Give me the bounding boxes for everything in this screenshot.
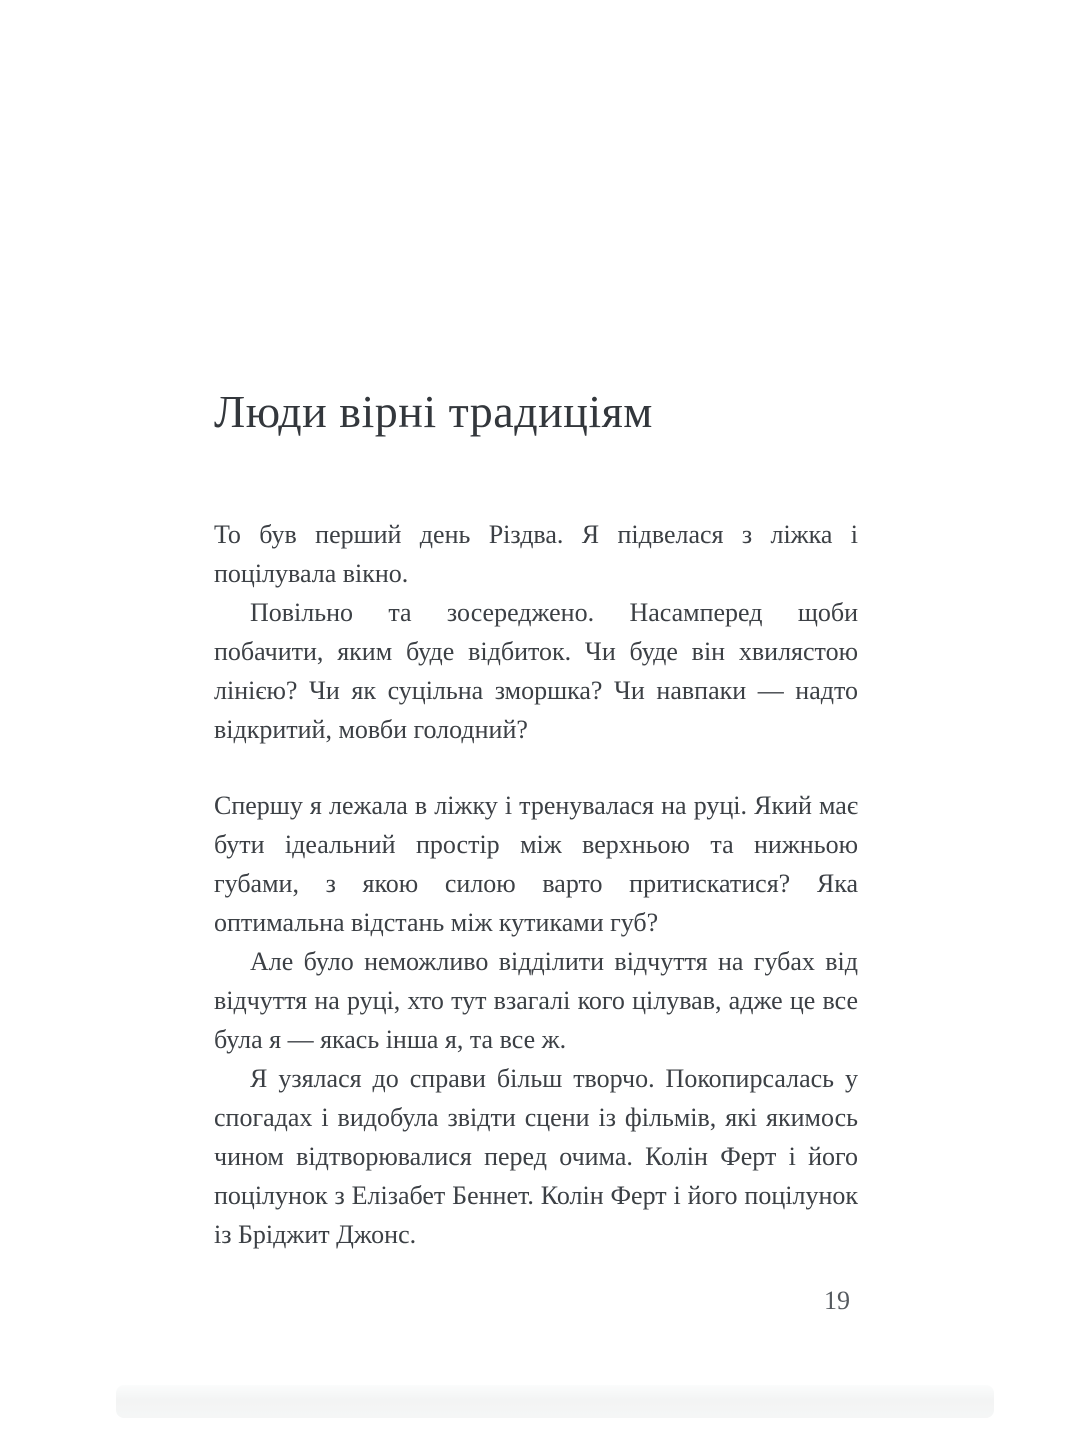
section [214,515,858,749]
paragraph: Повільно та зосереджено. Насамперед щоби побачити, яким буде відбиток. Чи буде він хвилястою лінією? Чи як суцільна зморшка? Чи навпаки — надто відкритий, мовби голодний? [214,597,858,744]
paragraph: То був перший день Різдва. Я підвелася з ліжка і поцілувала вікно. [214,519,858,588]
page-number: 19 [824,1286,850,1315]
chapter-title: Люди вірні традиціям [214,386,653,437]
text-column [214,386,858,1254]
next-page-edge [116,1385,994,1418]
section [214,786,858,1254]
paragraph: Але було неможливо відділити відчуття на губах від відчуття на руці, хто тут взагалі кого цілував, адже це все була я — якась інша я, та все ж. [214,946,858,1054]
paragraph: Спершу я лежала в ліжку і тренувалася на руці. Який має бути ідеальний простір між верхньою та нижньою губами, з якою силою варто притискатися? Яка оптимальна відстань між кутиками губ? [214,790,858,937]
section-break [214,749,858,786]
paragraph: Я узялася до справи більш творчо. Покопирсалась у спогадах і видобула звідти сцени із фільмів, які якимось чином відтворювалися перед очима. Колін Ферт і його поцілунок з Елізабет Беннет. Колін Ферт і його поцілунок із Бріджит Джонс. [214,1063,858,1249]
